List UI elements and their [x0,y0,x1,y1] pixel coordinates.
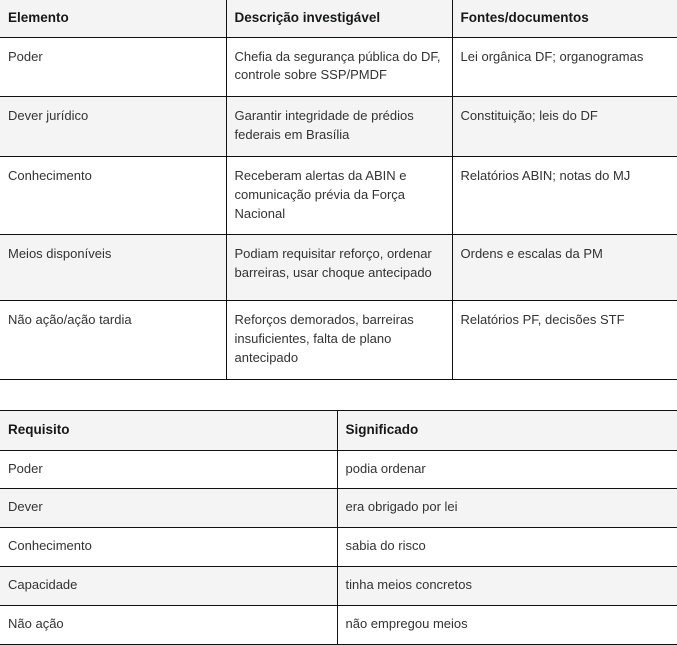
cell-significado: não empregou meios [337,605,677,644]
cell-descricao: Podiam requisitar reforço, ordenar barreiras, usar choque antecipado [226,235,452,301]
cell-elemento: Não ação/ação tardia [0,301,226,380]
table-row [0,605,677,644]
cell-elemento: Conhecimento [0,156,226,235]
cell-fontes: Constituição; leis do DF [452,97,677,157]
column-header-fontes-documentos: Fontes/documentos [452,0,677,37]
table-row [0,235,677,301]
table-row [0,301,677,380]
cell-requisito: Conhecimento [0,528,337,567]
table-row [0,567,677,606]
cell-significado: tinha meios concretos [337,567,677,606]
cell-requisito: Poder [0,450,337,489]
table-header-row [0,411,677,451]
cell-fontes: Lei orgânica DF; organogramas [452,37,677,97]
cell-descricao: Receberam alertas da ABIN e comunicação prévia da Força Nacional [226,156,452,235]
table-one-body [0,37,677,379]
cell-descricao: Garantir integridade de prédios federais em Brasília [226,97,452,157]
cell-descricao: Reforços demorados, barreiras insuficientes, falta de plano antecipado [226,301,452,380]
table-row [0,450,677,489]
cell-elemento: Meios disponíveis [0,235,226,301]
table-row [0,97,677,157]
table-row [0,528,677,567]
table-one-header [0,0,677,37]
column-header-elemento: Elemento [0,0,226,37]
cell-requisito: Capacidade [0,567,337,606]
table-row [0,489,677,528]
cell-requisito: Não ação [0,605,337,644]
cell-fontes: Ordens e escalas da PM [452,235,677,301]
cell-elemento: Poder [0,37,226,97]
table-header-row [0,0,677,37]
cell-significado: era obrigado por lei [337,489,677,528]
cell-fontes: Relatórios PF, decisões STF [452,301,677,380]
cell-significado: podia ordenar [337,450,677,489]
cell-elemento: Dever jurídico [0,97,226,157]
table-two-header [0,411,677,451]
column-header-requisito: Requisito [0,411,337,451]
cell-significado: sabia do risco [337,528,677,567]
requirements-table [0,410,677,645]
cell-fontes: Relatórios ABIN; notas do MJ [452,156,677,235]
cell-descricao: Chefia da segurança pública do DF, controle sobre SSP/PMDF [226,37,452,97]
table-row [0,37,677,97]
column-header-significado: Significado [337,411,677,451]
table-separator-space [0,380,677,410]
table-two-body [0,450,677,644]
cell-requisito: Dever [0,489,337,528]
column-header-descricao-investigavel: Descrição investigável [226,0,452,37]
table-row [0,156,677,235]
